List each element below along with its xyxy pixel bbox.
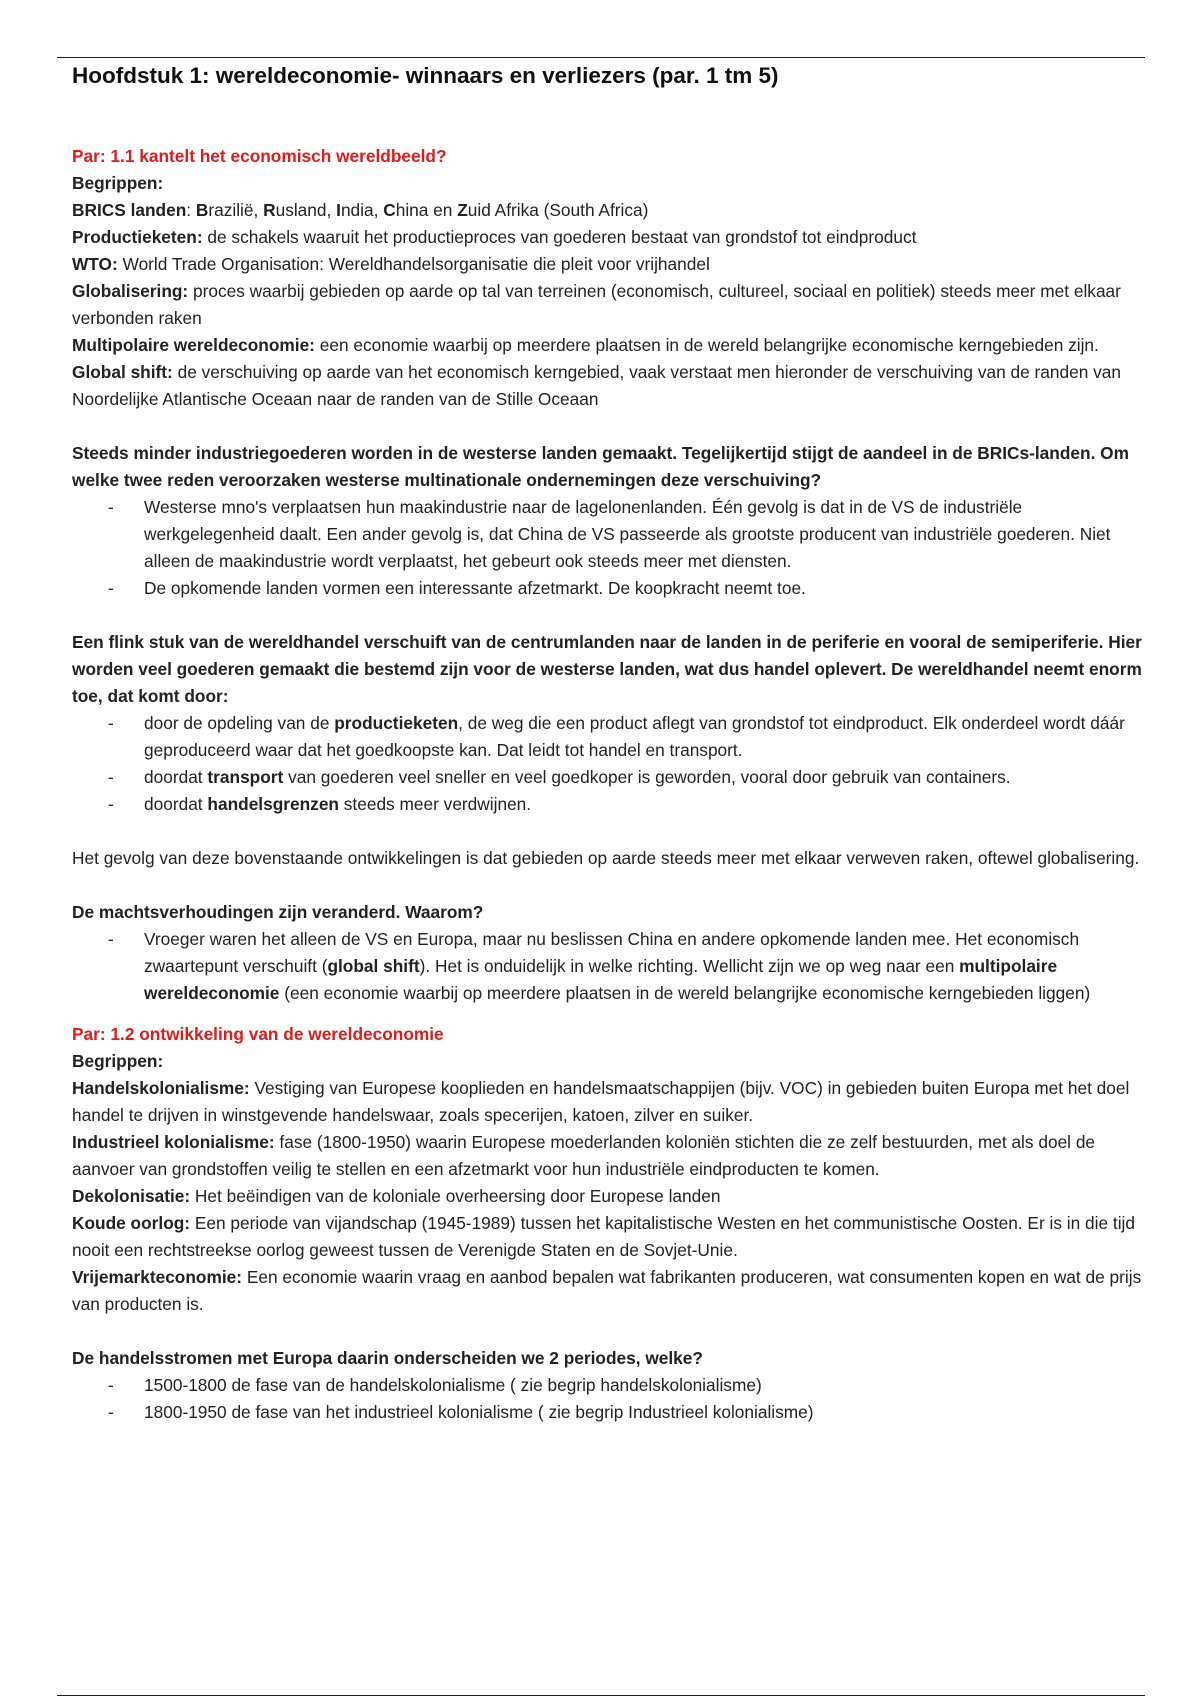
definition-item: Industrieel kolonialisme: fase (1800-1950) waarin Europese moederlanden koloniën stichten die ze zelf bestuurden, met als doel de aanvoer van grondstoffen veilig te stellen en een afzetmarkt voor hun industriële eindproducten te komen. (72, 1132, 1096, 1179)
list-item: - De opkomende landen vormen een interessante afzetmarkt. De koopkracht neemt toe. (72, 575, 1147, 602)
answer-list (72, 710, 1147, 818)
definition-item: WTO: World Trade Organisation: Wereldhandelsorganisatie die pleit voor vrijhandel (72, 254, 710, 274)
terms-label: Begrippen: (72, 173, 164, 193)
terms-label: Begrippen: (72, 1051, 164, 1071)
definition-item: Productieketen: de schakels waaruit het productieproces van goederen bestaat van grondstof tot eindproduct (72, 227, 917, 247)
definition-item: Global shift: de verschuiving op aarde van het economisch kerngebied, vaak verstaat men hieronder de verschuiving van de randen van Noordelijke Atlantische Oceaan naar de randen van de Stille Oceaan (72, 362, 1121, 409)
definition-item: Koude oorlog: Een periode van vijandschap (1945-1989) tussen het kapitalistische Westen en het communistische Oosten. Er is in die tijd nooit een rechtstreekse oorlog geweest tussen de Verenigde Staten en de Sovjet-Unie. (72, 1213, 1135, 1260)
list-item: - 1500-1800 de fase van de handelskolonialisme ( zie begrip handelskolonialisme) (72, 1372, 1147, 1399)
top-rule (57, 57, 1145, 58)
section-1-1-heading: Par: 1.1 kantelt het economisch wereldbeeld? (72, 146, 447, 166)
list-item: - door de opdeling van de productieketen, de weg die een product aflegt van grondstof tot eindproduct. Elk onderdeel wordt dáár geproduceerd waar dat het goedkoopste kan. Dat leidt tot handel en transport. (72, 710, 1147, 764)
bottom-rule (57, 1695, 1145, 1696)
definition-term: BRICS landen (72, 200, 187, 220)
document-page (72, 60, 1147, 1426)
list-item: - Westerse mno's verplaatsen hun maakindustrie naar de lagelonenlanden. Één gevolg is dat in de VS de industriële werkgelegenheid daalt. Een ander gevolg is, dat China de VS passeerde als grootste producent van industriële goederen. Niet alleen de maakindustrie wordt verplaatst, het gebeurt ook steeds meer met diensten. (72, 494, 1147, 575)
definition-item: Globalisering: proces waarbij gebieden op aarde op tal van terreinen (economisch, cultureel, sociaal en politiek) steeds meer met elkaar verbonden raken (72, 281, 1121, 328)
question-heading: Steeds minder industriegoederen worden in de westerse landen gemaakt. Tegelijkertijd stijgt de aandeel in de BRICs-landen. Om welke twee reden veroorzaken westerse multinationale ondernemingen deze verschuiving? (72, 443, 1129, 490)
answer-list (72, 494, 1147, 602)
definition-item: Multipolaire wereldeconomie: een economie waarbij op meerdere plaatsen in de wereld belangrijke economische kerngebieden zijn. (72, 335, 1099, 355)
list-item: - doordat transport van goederen veel sneller en veel goedkoper is geworden, vooral door gebruik van containers. (72, 764, 1147, 791)
definition-item: Vrijemarkteconomie: Een economie waarin vraag en aanbod bepalen wat fabrikanten produceren, wat consumenten kopen en wat de prijs van producten is. (72, 1267, 1142, 1314)
answer-list (72, 1372, 1147, 1426)
list-item: - doordat handelsgrenzen steeds meer verdwijnen. (72, 791, 1147, 818)
question-heading: De machtsverhoudingen zijn veranderd. Waarom? (72, 902, 484, 922)
definition-item: Handelskolonialisme: Vestiging van Europese kooplieden en handelsmaatschappijen (bijv. VOC) in gebieden buiten Europa met het doel handel te drijven in winstgevende handelswaar, zoals specerijen, katoen, zilver en suiker. (72, 1078, 1130, 1125)
conclusion-paragraph: Het gevolg van deze bovenstaande ontwikkelingen is dat gebieden op aarde steeds meer met elkaar verweven raken, oftewel globalisering. (72, 848, 1140, 868)
list-item: - Vroeger waren het alleen de VS en Europa, maar nu beslissen China en andere opkomende landen mee. Het economisch zwaartepunt verschuift (global shift). Het is onduidelijk in welke richting. Wellicht zijn we op weg naar een multipolaire wereldeconomie (een economie waarbij op meerdere plaatsen in de wereld belangrijke economische kerngebieden liggen) (72, 926, 1147, 1007)
section-1-2-heading: Par: 1.2 ontwikkeling van de wereldeconomie (72, 1024, 444, 1044)
answer-list (72, 926, 1147, 1007)
chapter-title: Hoofdstuk 1: wereldeconomie- winnaars en verliezers (par. 1 tm 5) (72, 63, 779, 88)
question-heading: De handelsstromen met Europa daarin onderscheiden we 2 periodes, welke? (72, 1348, 703, 1368)
list-item: - 1800-1950 de fase van het industrieel kolonialisme ( zie begrip Industrieel kolonialisme) (72, 1399, 1147, 1426)
definition-brics: BRICS landen: Brazilië, Rusland, India, China en Zuid Afrika (South Africa) (72, 200, 649, 220)
question-heading: Een flink stuk van de wereldhandel verschuift van de centrumlanden naar de landen in de periferie en vooral de semiperiferie. Hier worden veel goederen gemaakt die bestemd zijn voor de westerse landen, wat dus handel oplevert. De wereldhandel neemt enorm toe, dat komt door: (72, 632, 1142, 706)
definition-item: Dekolonisatie: Het beëindigen van de koloniale overheersing door Europese landen (72, 1186, 721, 1206)
